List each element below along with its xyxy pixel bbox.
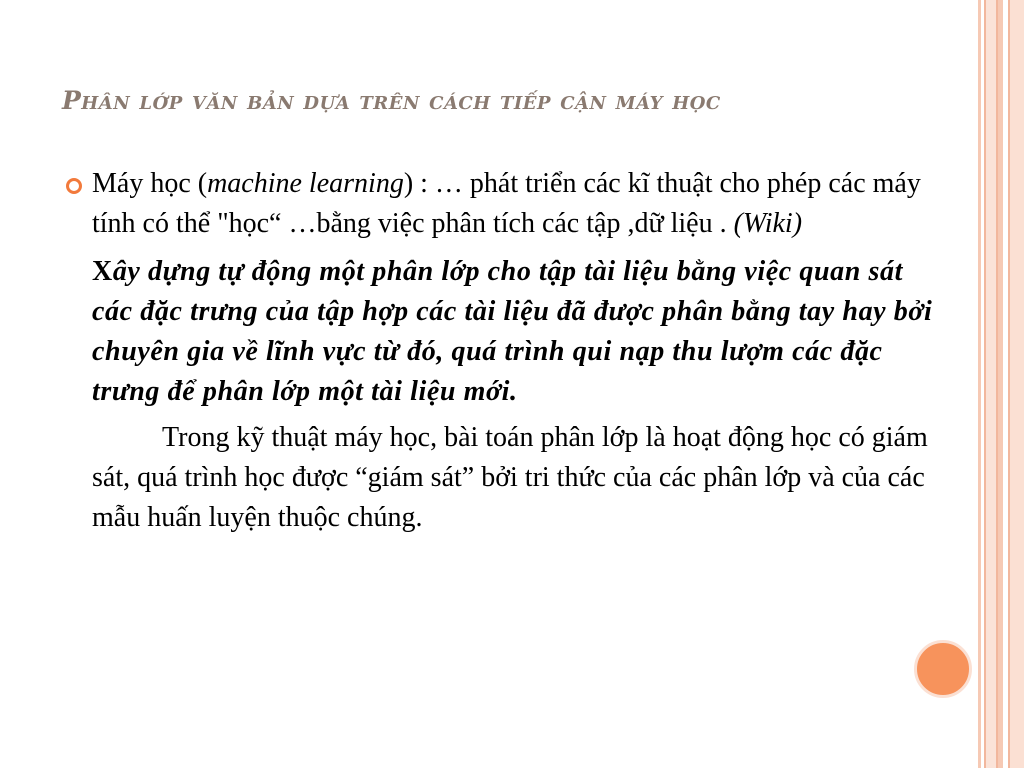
decorative-stripe <box>998 0 1003 768</box>
body-paragraph-text: Trong kỹ thuật máy học, bài toán phân lớp là hoạt động học có giám sát, quá trình học được “giám sát” bởi tri thức của các phân lớp và của các mẫu huấn luyện thuộc chúng. <box>92 422 928 533</box>
decorative-stripe <box>1008 0 1024 768</box>
bold-paragraph-lead: X <box>92 256 113 287</box>
bullet-item <box>62 164 942 244</box>
bold-italic-paragraph <box>62 252 942 412</box>
decorative-stripe <box>978 0 981 768</box>
slide-title: Phân lớp văn bản dựa trên cách tiếp cận máy học <box>62 86 721 115</box>
bullet-icon <box>66 178 82 194</box>
bullet-text-continued: ) : … phát triển các kĩ thuật cho phép các máy tính có thể "học“ …bằng việc phân tích các tập ,dữ liệu . <box>92 168 921 239</box>
decorative-stripe <box>984 0 998 768</box>
bullet-text: Máy học ( <box>92 168 208 199</box>
bold-paragraph-text: ây dựng tự động một phân lớp cho tập tài liệu bằng việc quan sát các đặc trưng của tập hợp các tài liệu đã được phân bằng tay hay bởi chuyên gia về lĩnh vực từ đó, quá trình qui nạp thu lượm các đặc trưng để phân lớp một tài liệu mới. <box>92 256 933 407</box>
slide-content <box>62 164 942 538</box>
bullet-citation: (Wiki) <box>733 208 803 239</box>
body-paragraph <box>62 418 942 538</box>
bullet-italic-term: machine learning <box>207 168 404 199</box>
decorative-circle-icon <box>914 640 972 698</box>
